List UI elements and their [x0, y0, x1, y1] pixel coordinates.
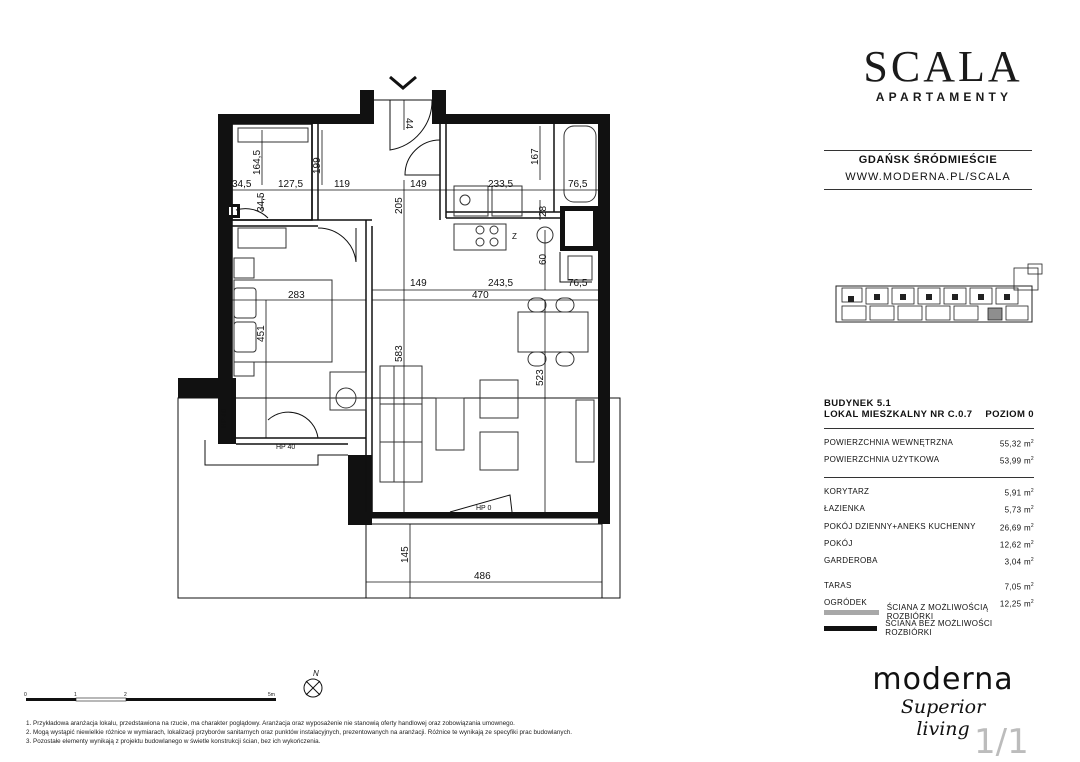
footnote: 3. Pozostałe elementy wynikają z projektu budowlanego w świetle konstrukcji ścian, bez ich wykończenia.: [26, 737, 321, 745]
dim-hall-depth: 205: [394, 197, 405, 214]
footnote: 1. Przykładowa aranżacja lokalu, przedstawiona na rzucie, ma charakter poglądowy. Aranżacja oraz wyposażenie nie stanowią oferty handlowej oraz zobowiązania umownego.: [26, 720, 515, 727]
key-plan-thumbnail: [828, 258, 1054, 330]
dim-wardrobe-side: 199: [312, 157, 323, 174]
dim-wardrobe-small: 34,5: [256, 192, 267, 212]
brand-title: SCALA: [863, 42, 1023, 91]
dim-hall-mid: 149: [410, 179, 427, 190]
dim-bath-width: 76,5: [568, 179, 588, 190]
dim-terrace-depth: 145: [400, 546, 411, 563]
highlighted-unit: [988, 308, 1002, 320]
area-row: POWIERZCHNIA WEWNĘTRZNA 55,32 $m^2$: [824, 438, 1034, 449]
location-url[interactable]: WWW.MODERNA.PL/SCALA: [845, 171, 1011, 183]
page-number: 1/1: [974, 722, 1029, 762]
info-divider: [824, 477, 1034, 478]
legend-item-structural: ŚCIANA BEZ MOŻLIWOŚCI ROZBIÓRKI: [824, 620, 1034, 636]
legend-item-removable: ŚCIANA Z MOŻLIWOŚCIĄ ROZBIÓRKI: [824, 604, 1034, 620]
footnotes: [26, 720, 796, 746]
apartment-label: LOKAL MIESZKALNY NR C.0.7: [824, 409, 973, 420]
footnote: 2. Mogą wystąpić niewielkie różnice w wymiarach, lokalizacji przyborów sanitarnych oraz punktów instalacyjnych, prezentowanych na aranżacji. Różnice te wynikają ze specyfiki prac budowlanych.: [26, 728, 572, 736]
room-row: POKÓJ DZIENNY+ANEKS KUCHENNY 26,69 $m^2$: [824, 521, 1034, 533]
dim-bath-depth: 167: [530, 148, 541, 165]
moderna-logo: moderna: [872, 662, 1014, 697]
dim-kitchen-width: 233,5: [488, 179, 514, 190]
dim-left-offset: 34,5: [232, 179, 252, 190]
outdoor-row: OGRÓDEK 12,25 $m^2$: [824, 598, 1034, 609]
north-label: N: [313, 669, 319, 678]
scale-label-5m: 5m: [268, 692, 275, 698]
level-label: POZIOM 0: [985, 409, 1034, 420]
location-box: [824, 150, 1032, 190]
area-row: POWIERZCHNIA UŻYTKOWA 53,99 $m^2$: [824, 455, 1034, 466]
room-row: ŁAZIENKA 5,73 $m^2$: [824, 504, 1034, 516]
entrance-arrow: [390, 77, 416, 88]
room-row: GARDEROBA 3,04 $m^2$: [824, 555, 1034, 567]
dim-living-right: 76,5: [568, 278, 588, 289]
dim-living-depth: 523: [535, 369, 546, 386]
dim-room-width: 283: [288, 290, 305, 301]
moderna-tagline: Superior living: [900, 696, 986, 740]
north-arrow-icon: [304, 669, 322, 697]
garden-outline: [178, 398, 620, 598]
room-row: KORYTARZ 5,91 $m^2$: [824, 487, 1034, 498]
info-divider: [824, 428, 1034, 429]
hp-label-side: HP 40: [221, 408, 228, 428]
unit-info: [824, 398, 1034, 612]
dim-kitchen-depth: 60: [538, 253, 549, 265]
dim-apartment-depth: 583: [394, 345, 405, 362]
location-name: GDAŃSK ŚRÓDMIEŚCIE: [858, 154, 998, 166]
legend-swatch-black: [824, 626, 877, 631]
scale-label-0: 0: [24, 692, 27, 698]
outdoor-row: TARAS 7,05 $m^2$: [824, 581, 1034, 592]
brand-subtitle: APARTAMENTY: [875, 90, 1013, 104]
dim-hall-width: 119: [334, 179, 350, 190]
hp-label-bottom: HP 40: [276, 444, 296, 451]
scale-label-2: 2: [124, 692, 127, 698]
dim-entry: 44: [403, 118, 414, 130]
stove-mark: Z: [512, 232, 517, 241]
dim-room-depth: 451: [256, 325, 267, 342]
dim-terrace-width: 486: [474, 571, 491, 582]
dim-living-left: 149: [410, 278, 427, 289]
legend: [824, 604, 1034, 636]
scale-bar: [24, 692, 276, 701]
building-label: BUDYNEK 5.1: [824, 398, 892, 409]
dim-wardrobe-width: 127,5: [278, 179, 304, 190]
room-row: POKÓJ 12,62 $m^2$: [824, 538, 1034, 550]
dim-wardrobe-height: 164,5: [252, 149, 263, 175]
scale-label-1: 1: [74, 692, 77, 698]
dim-living-mid: 243,5: [488, 278, 514, 289]
dim-living-width: 470: [472, 290, 489, 301]
dim-kitchen-gap: 28: [538, 205, 549, 217]
legend-swatch-gray: [824, 610, 879, 615]
hp-label-living: HP 0: [476, 505, 492, 512]
